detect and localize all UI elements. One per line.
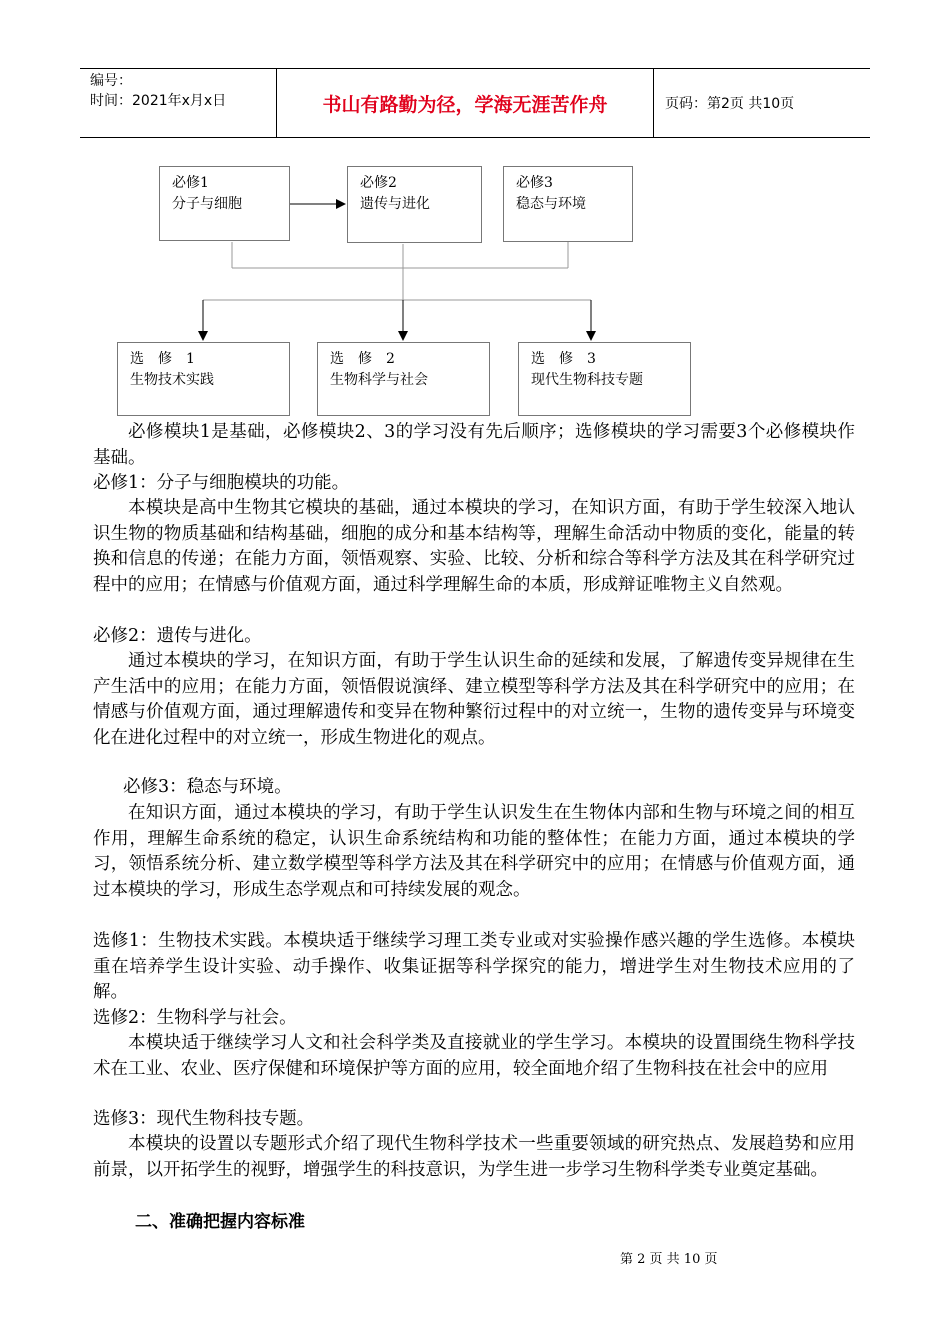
required-module-3 xyxy=(503,166,633,242)
elective-module-3 xyxy=(518,342,691,416)
required-module-1 xyxy=(159,166,290,241)
module-subtitle: 现代生物科技专题 xyxy=(531,372,643,388)
section-heading: 二、准确把握内容标准 xyxy=(135,1212,305,1232)
elective2-paragraph: 本模块适于继续学习人文和社会科学类及直接就业的学生学习。本模块的设置围绕生物科学技术在工业、农业、医疗保健和环境保护等方面的应用，较全面地介绍了生物科技在社会中的应用 xyxy=(93,1033,855,1079)
elective2-heading: 选修2：生物科学与社会。 xyxy=(93,1008,297,1028)
required3-paragraph: 在知识方面，通过本模块的学习，有助于学生认识发生在生物体内部和生物与环境之间的相互作用，理解生命系统的稳定，认识生命系统结构和功能的整体性；在能力方面，通过本模块的学习，领悟系统分析、建立数学模型等科学方法及其在科学研究中的应用；在情感与价值观方面，通过本模块的学习，形成生态学观点和可持续发展的观念。 xyxy=(93,803,855,900)
elective3-heading: 选修3：现代生物科技专题。 xyxy=(93,1109,315,1129)
elective-module-1 xyxy=(117,342,290,416)
module-title: 必修3 xyxy=(516,175,553,191)
elective1-paragraph: 选修1：生物技术实践。本模块适于继续学习理工类专业或对实验操作感兴趣的学生选修。本模块重在培养学生设计实验、动手操作、收集证据等科学探究的能力，增进学生对生物技术应用的了解。 xyxy=(93,931,855,1003)
required2-paragraph: 通过本模块的学习，在知识方面，有助于学生认识生命的延续和发展，了解遗传变异规律在生产生活中的应用；在能力方面，领悟假说演绎、建立模型等科学方法及其在科学研究中的应用；在情感与价值观方面，通过理解遗传和变异在物种繁衍过程中的对立统一，生物的遗传变异与环境变化在进化过程中的对立统一，形成生物进化的观点。 xyxy=(93,651,855,748)
module-title: 选 修 1 xyxy=(130,351,195,367)
module-title: 选 修 2 xyxy=(330,351,395,367)
module-title: 必修2 xyxy=(360,175,397,191)
intro-paragraph: 必修模块1是基础，必修模块2、3的学习没有先后顺序；选修模块的学习需要3个必修模块作基础。 xyxy=(93,422,855,468)
number-label: 编号： xyxy=(90,73,132,89)
module-title: 选 修 3 xyxy=(531,351,596,367)
module-subtitle: 生物科学与社会 xyxy=(330,372,428,388)
required2-heading: 必修2：遗传与进化。 xyxy=(93,626,262,646)
page-footer: 第 2 页 共 10 页 xyxy=(620,1252,718,1267)
module-subtitle: 分子与细胞 xyxy=(172,196,242,212)
required3-heading: 必修3：稳态与环境。 xyxy=(123,777,292,797)
elective3-paragraph: 本模块的设置以专题形式介绍了现代生物科学技术一些重要领域的研究热点、发展趋势和应用前景，以开拓学生的视野，增强学生的科技意识，为学生进一步学习生物科学类专业奠定基础。 xyxy=(93,1134,855,1180)
module-subtitle: 稳态与环境 xyxy=(516,196,586,212)
header-motto: 书山有路勤为径，学海无涯苦作舟 xyxy=(277,69,654,137)
module-subtitle: 遗传与进化 xyxy=(360,196,430,212)
header-page-info: 页码：第2页 共10页 xyxy=(665,96,795,112)
time-label: 时间：2021年x月x日 xyxy=(90,93,227,109)
module-subtitle: 生物技术实践 xyxy=(130,372,214,388)
elective-module-2 xyxy=(317,342,490,416)
module-title: 必修1 xyxy=(172,175,209,191)
required1-paragraph: 本模块是高中生物其它模块的基础，通过本模块的学习，在知识方面，有助于学生较深入地认识生物的物质基础和结构基础，细胞的成分和基本结构等，理解生命活动中物质的变化，能量的转换和信息的传递；在能力方面，领悟观察、实验、比较、分析和综合等科学方法及其在科学研究过程中的应用；在情感与价值观方面，通过科学理解生命的本质，形成辩证唯物主义自然观。 xyxy=(93,498,855,595)
required1-heading: 必修1：分子与细胞模块的功能。 xyxy=(93,473,350,493)
required-module-2 xyxy=(347,166,482,243)
